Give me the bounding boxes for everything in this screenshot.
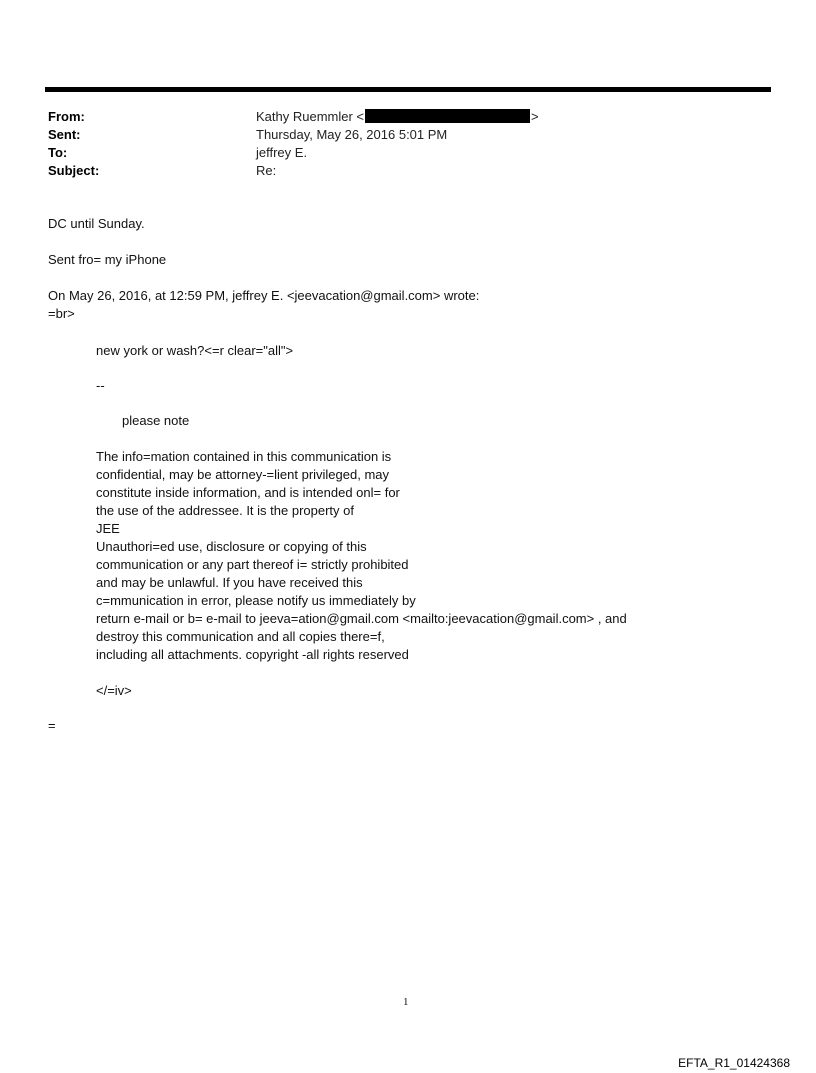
trailing-equals: = bbox=[48, 718, 56, 733]
subject-value: Re: bbox=[256, 163, 277, 178]
disclaimer-line: Unauthori=ed use, disclosure or copying of this bbox=[96, 539, 367, 554]
subject-label: Subject: bbox=[48, 163, 100, 178]
to-row bbox=[48, 144, 768, 162]
disclaimer-line: JEE bbox=[96, 521, 120, 536]
question-line: new york or wash?<=r clear="all"> bbox=[96, 343, 294, 358]
from-label: From: bbox=[48, 109, 85, 124]
closing-tag-line: </=iv> bbox=[96, 683, 132, 698]
from-row bbox=[48, 108, 768, 126]
disclaimer-line: the use of the addressee. It is the property of bbox=[96, 503, 354, 518]
signature-line: Sent fro= my iPhone bbox=[48, 252, 167, 267]
from-value bbox=[256, 108, 539, 126]
from-name: Kathy Ruemmler < bbox=[256, 109, 365, 124]
quote-header: On May 26, 2016, at 12:59 PM, jeffrey E. <jeevacation@gmail.com> wrote: bbox=[48, 288, 480, 303]
disclaimer-line: c=mmunication in error, please notify us immediately by bbox=[96, 593, 416, 608]
email-header bbox=[48, 108, 768, 180]
disclaimer-line: constitute inside information, and is intended onl= for bbox=[96, 485, 400, 500]
sent-value: Thursday, May 26, 2016 5:01 PM bbox=[256, 127, 448, 142]
quote-br-line: =br> bbox=[48, 306, 75, 321]
from-suffix: > bbox=[531, 109, 539, 124]
separator-line: -- bbox=[96, 378, 105, 393]
disclaimer-line: confidential, may be attorney-=lient privileged, may bbox=[96, 467, 390, 482]
redaction-block bbox=[365, 109, 530, 123]
sent-row bbox=[48, 126, 768, 144]
disclaimer-line: and may be unlawful. If you have received this bbox=[96, 575, 363, 590]
to-label: To: bbox=[48, 145, 68, 160]
document-id: EFTA_R1_01424368 bbox=[678, 1056, 790, 1070]
disclaimer-line: destroy this communication and all copies there=f, bbox=[96, 629, 385, 644]
disclaimer-line: The info=mation contained in this communication is bbox=[96, 449, 392, 464]
reply-line: DC until Sunday. bbox=[48, 216, 145, 231]
to-value: jeffrey E. bbox=[256, 145, 308, 160]
disclaimer-line: including all attachments. copyright -all rights reserved bbox=[96, 647, 409, 662]
please-note-line: please note bbox=[122, 413, 190, 428]
disclaimer-line: return e-mail or b= e-mail to jeeva=ation@gmail.com <mailto:jeevacation@gmail.com> , and bbox=[96, 611, 627, 626]
page-number: 1 bbox=[403, 996, 409, 1008]
subject-row bbox=[48, 162, 768, 180]
disclaimer-line: communication or any part thereof i= strictly prohibited bbox=[96, 557, 409, 572]
sent-label: Sent: bbox=[48, 127, 81, 142]
top-rule bbox=[45, 87, 771, 92]
